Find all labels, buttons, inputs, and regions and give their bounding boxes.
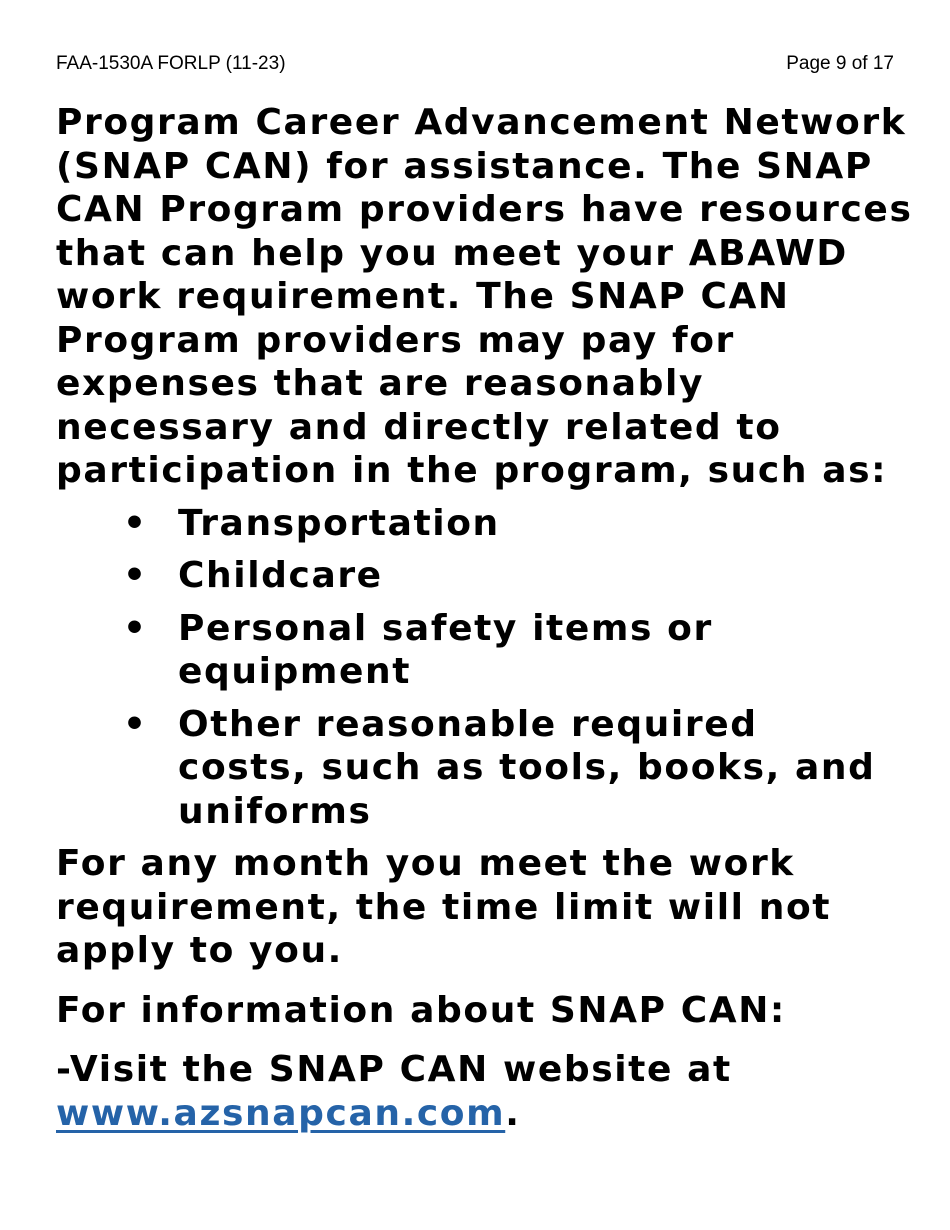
visit-suffix: . — [505, 1092, 521, 1134]
intro-paragraph: Program Career Advancement Network (SNAP CAN) for assistance. The SNAP CAN Program providers have resources that can help you meet your ABAWD work requirement. The SNAP CAN Program providers may pay for expenses that are reasonably necessary and directly related to participation in the program, such as: — [56, 102, 913, 491]
page-number: Page 9 of 17 — [786, 53, 894, 74]
document-body — [56, 101, 916, 1135]
list-item — [123, 554, 898, 598]
snap-can-website-link[interactable]: www.azsnapcan.com — [56, 1092, 506, 1134]
info-heading: For information about SNAP CAN: — [56, 989, 786, 1031]
bullet-icon: • — [123, 607, 148, 649]
page-header — [56, 52, 894, 76]
list-item-text: Transportation — [178, 502, 500, 544]
expense-list — [56, 502, 916, 834]
list-item — [123, 703, 898, 834]
visit-prefix: -Visit the SNAP CAN website at — [56, 1049, 732, 1090]
bullet-icon: • — [123, 502, 148, 544]
list-item — [123, 607, 898, 694]
bullet-icon: • — [123, 703, 148, 745]
work-requirement-paragraph: For any month you meet the work requirement, the time limit will not apply to you. — [56, 843, 832, 971]
bullet-icon: • — [123, 555, 148, 596]
list-item-text: Personal safety items or equipment — [178, 607, 713, 692]
form-id: FAA-1530A FORLP (11-23) — [56, 53, 286, 74]
list-item — [123, 502, 898, 546]
list-item-text: Childcare — [178, 555, 383, 596]
list-item-text: Other reasonable required costs, such as tools, books, and uniforms — [178, 703, 876, 832]
visit-website-paragraph — [56, 1048, 894, 1135]
